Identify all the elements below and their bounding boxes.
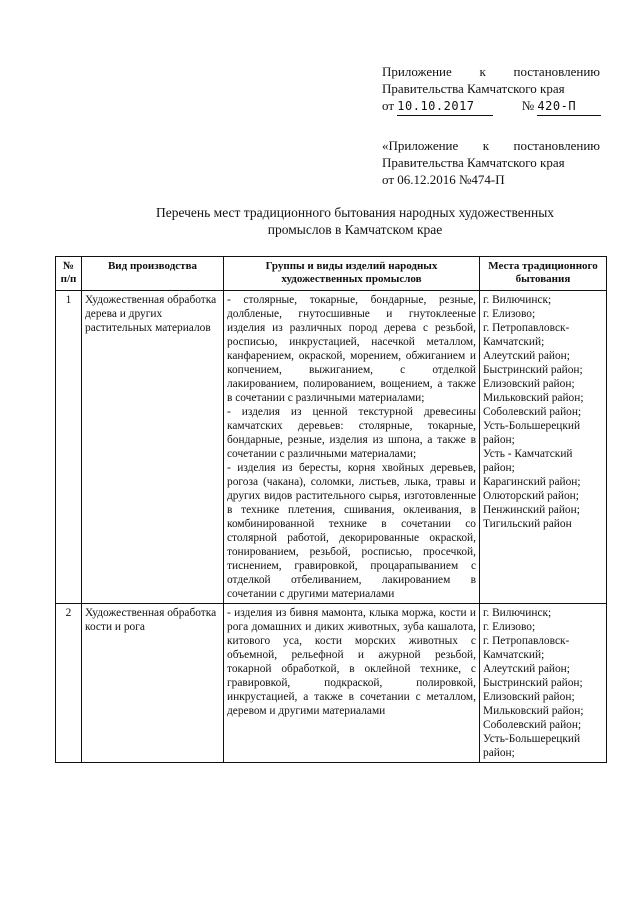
place-item: Быстринский район; [483, 364, 583, 376]
production-type: Художественная обработка дерева и других растительных материалов [82, 291, 224, 604]
quote-line-2: Правительства Камчатского края [382, 155, 565, 170]
table-header-row [56, 257, 607, 291]
title-line-2: промыслов в Камчатском крае [267, 222, 443, 237]
header-number: № п/п [56, 257, 82, 291]
place-item: Усть - Камчатский район; [483, 448, 573, 474]
place-item: Олюторский район; [483, 490, 579, 502]
number-prefix: № [521, 98, 535, 113]
product-type-item: - изделия из бересты, корня хвойных деревьев, рогоза (чакана), соломки, листьев, лыка, травы и других видов растительного сырья, изготовленные в технике плетения, сшивания, оклеивания, в комбинированной технике в сочетании со столярной работой, декорированные окраской, тонированием, резьбой, росписью, просечкой, тиснением, гравировкой, процарапыванием с отделкой отбеливанием, лакированием в сочетании с другими материалами [227, 462, 476, 600]
quote-line-3: от 06.12.2016 №474-П [382, 172, 505, 187]
place-item: Елизовский район; [483, 378, 575, 390]
place-item: г. Вилючинск; [483, 294, 552, 306]
product-types [224, 291, 480, 604]
decree-number: 420-П [537, 98, 601, 116]
crafts-table [55, 256, 607, 763]
place-item: Алеутский район; [483, 663, 570, 675]
place-item: Соболевский район; [483, 719, 582, 731]
product-type-item: - столярные, токарные, бондарные, резные, долбленые, гнутосшивные и гнутоклееные изделия из различных пород дерева с резьбой, росписью, инкрустацией, насечкой металлом, канфарением, окраской, морением, обжиганием и копчением, выжиганием, с отделкой лакированием, полированием, вощением, а также в сочетании с различными материалами; [227, 294, 476, 404]
document-title [120, 204, 590, 238]
appendix-line-2: Правительства Камчатского края [382, 81, 565, 96]
appendix-line-1: Приложение к постановлению [382, 64, 600, 79]
places-list [480, 604, 607, 763]
place-item: г. Петропавловск-Камчатский; [483, 635, 570, 661]
header-types: Группы и виды изделий народных художественных промыслов [224, 257, 480, 291]
place-item: г. Вилючинск; [483, 607, 552, 619]
place-item: г. Петропавловск-Камчатский; [483, 322, 570, 348]
table-row [56, 291, 607, 604]
product-types [224, 604, 480, 763]
title-line-1: Перечень мест традиционного бытования народных художественных [155, 205, 555, 220]
place-item: Пенжинский район; [483, 504, 580, 516]
header-production: Вид производства [82, 257, 224, 291]
place-item: Елизовский район; [483, 691, 575, 703]
appendix-header [382, 63, 600, 116]
header-places: Места традиционного бытования [480, 257, 607, 291]
row-number: 2 [56, 604, 82, 763]
quote-line-1: «Приложение к постановлению [382, 138, 600, 153]
from-prefix: от [382, 98, 395, 113]
place-item: Алеутский район; [483, 350, 570, 362]
place-item: Мильковский район; [483, 705, 584, 717]
production-type: Художественная обработка кости и рога [82, 604, 224, 763]
table-row [56, 604, 607, 763]
decree-date: 10.10.2017 [397, 98, 493, 116]
place-item: Усть-Большерецкий район; [483, 420, 581, 446]
place-item: Тигильский район [483, 518, 572, 530]
places-list [480, 291, 607, 604]
place-item: Усть-Большерецкий район; [483, 733, 581, 759]
place-item: Карагинский район; [483, 476, 581, 488]
product-type-item: - изделия из бивня мамонта, клыка моржа, кости и рога домашних и диких животных, зуба кашалота, китового уса, кости морских животных с объемной, рельефной и ажурной резьбой, токарной обработкой, в оклейной технике, с гравировкой, подкраской, полировкой, инкрустацией, а также в сочетании с металлом, деревом и другими материалами [227, 607, 476, 717]
product-type-item: - изделия из ценной текстурной древесины камчатских деревьев: столярные, токарные, бондарные, резные, изделия из шпона, а также в сочетании с различными материалами; [227, 406, 476, 460]
place-item: Мильковский район; [483, 392, 584, 404]
appendix-date-line [382, 97, 600, 116]
original-appendix-header [382, 137, 600, 188]
place-item: г. Елизово; [483, 308, 536, 320]
place-item: Соболевский район; [483, 406, 582, 418]
row-number: 1 [56, 291, 82, 604]
place-item: Быстринский район; [483, 677, 583, 689]
place-item: г. Елизово; [483, 621, 536, 633]
